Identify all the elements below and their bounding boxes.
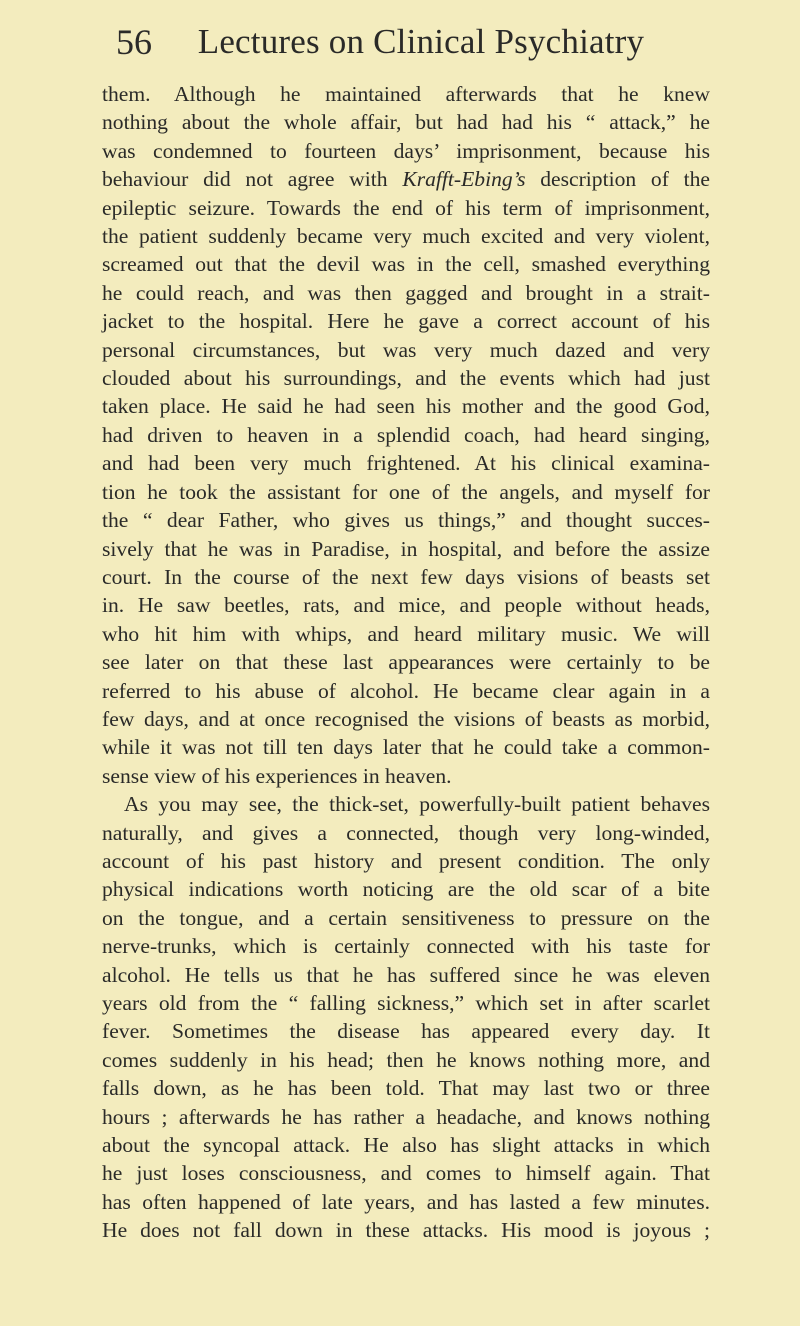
text-line: about the syncopal attack. He also has slight attacks in which — [102, 1133, 710, 1158]
text-line — [102, 165, 710, 193]
text-line: naturally, and gives a connected, though very long-winded, — [102, 820, 710, 845]
text-fragment: behaviour did not agree with — [102, 167, 403, 192]
text-line: the “ dear Father, who gives us things,” and thought succes- — [102, 508, 710, 533]
text-line: has often happened of late years, and has lasted a few minutes. — [102, 1189, 710, 1214]
text-line: in. He saw beetles, rats, and mice, and people without heads, — [102, 593, 710, 618]
text-line: referred to his abuse of alcohol. He became clear again in a — [102, 678, 710, 703]
text-line: the patient suddenly became very much excited and very violent, — [102, 224, 710, 249]
text-line: screamed out that the devil was in the cell, smashed everything — [102, 252, 710, 277]
text-line: nothing about the whole affair, but had had his “ attack,” he — [102, 110, 710, 135]
page-header — [102, 18, 710, 80]
text-line: sively that he was in Paradise, in hospital, and before the assize — [102, 536, 710, 561]
text-line: had driven to heaven in a splendid coach, had heard singing, — [102, 422, 710, 447]
text-line: court. In the course of the next few days visions of beasts set — [102, 564, 710, 589]
page-number: 56 — [116, 22, 152, 62]
text-line: on the tongue, and a certain sensitiveness to pressure on the — [102, 905, 710, 930]
text-line: personal circumstances, but was very much dazed and very — [102, 337, 710, 362]
text-line: he could reach, and was then gagged and brought in a strait- — [102, 280, 710, 305]
text-line: He does not fall down in these attacks. His mood is joyous ; — [102, 1218, 710, 1243]
text-line: fever. Sometimes the disease has appeared every day. It — [102, 1019, 710, 1044]
author-citation: Krafft-Ebing’s — [402, 167, 526, 192]
text-line: clouded about his surroundings, and the events which had just — [102, 366, 710, 391]
text-line: few days, and at once recognised the visions of beasts as morbid, — [102, 706, 710, 731]
text-line: As you may see, the thick-set, powerfully-built patient behaves — [124, 792, 710, 817]
text-line: sense view of his experiences in heaven. — [102, 763, 452, 788]
paragraph-2 — [102, 790, 710, 1245]
text-line: alcohol. He tells us that he has suffered since he was eleven — [102, 962, 710, 987]
text-line: see later on that these last appearances were certainly to be — [102, 650, 710, 675]
text-line: nerve-trunks, which is certainly connected with his taste for — [102, 934, 710, 959]
text-line: them. Although he maintained afterwards that he knew — [102, 82, 710, 106]
text-line: comes suddenly in his head; then he knows nothing more, and — [102, 1047, 710, 1072]
text-line: epileptic seizure. Towards the end of his term of imprisonment, — [102, 195, 710, 220]
text-line: who hit him with whips, and heard military music. We will — [102, 621, 710, 646]
text-line: jacket to the hospital. Here he gave a correct account of his — [102, 309, 710, 334]
text-line: he just loses consciousness, and comes to himself again. That — [102, 1161, 710, 1186]
text-line: tion he took the assistant for one of the angels, and myself for — [102, 479, 710, 504]
running-title: Lectures on Clinical Psychiatry — [197, 22, 645, 61]
text-line: physical indications worth noticing are the old scar of a bite — [102, 877, 710, 902]
text-line: hours ; afterwards he has rather a headache, and knows nothing — [102, 1104, 710, 1129]
text-line: while it was not till ten days later that he could take a common- — [102, 735, 710, 760]
paragraph-1 — [102, 80, 710, 790]
text-line: and had been very much frightened. At his clinical examina- — [102, 451, 710, 476]
text-fragment: description of the — [525, 167, 711, 192]
text-line: taken place. He said he had seen his mother and the good God, — [102, 394, 710, 419]
text-line: falls down, as he has been told. That may last two or three — [102, 1076, 710, 1101]
text-line: account of his past history and present condition. The only — [102, 848, 710, 873]
text-line: was condemned to fourteen days’ imprisonment, because his — [102, 138, 710, 163]
text-line: years old from the “ falling sickness,” which set in after scarlet — [102, 991, 710, 1015]
